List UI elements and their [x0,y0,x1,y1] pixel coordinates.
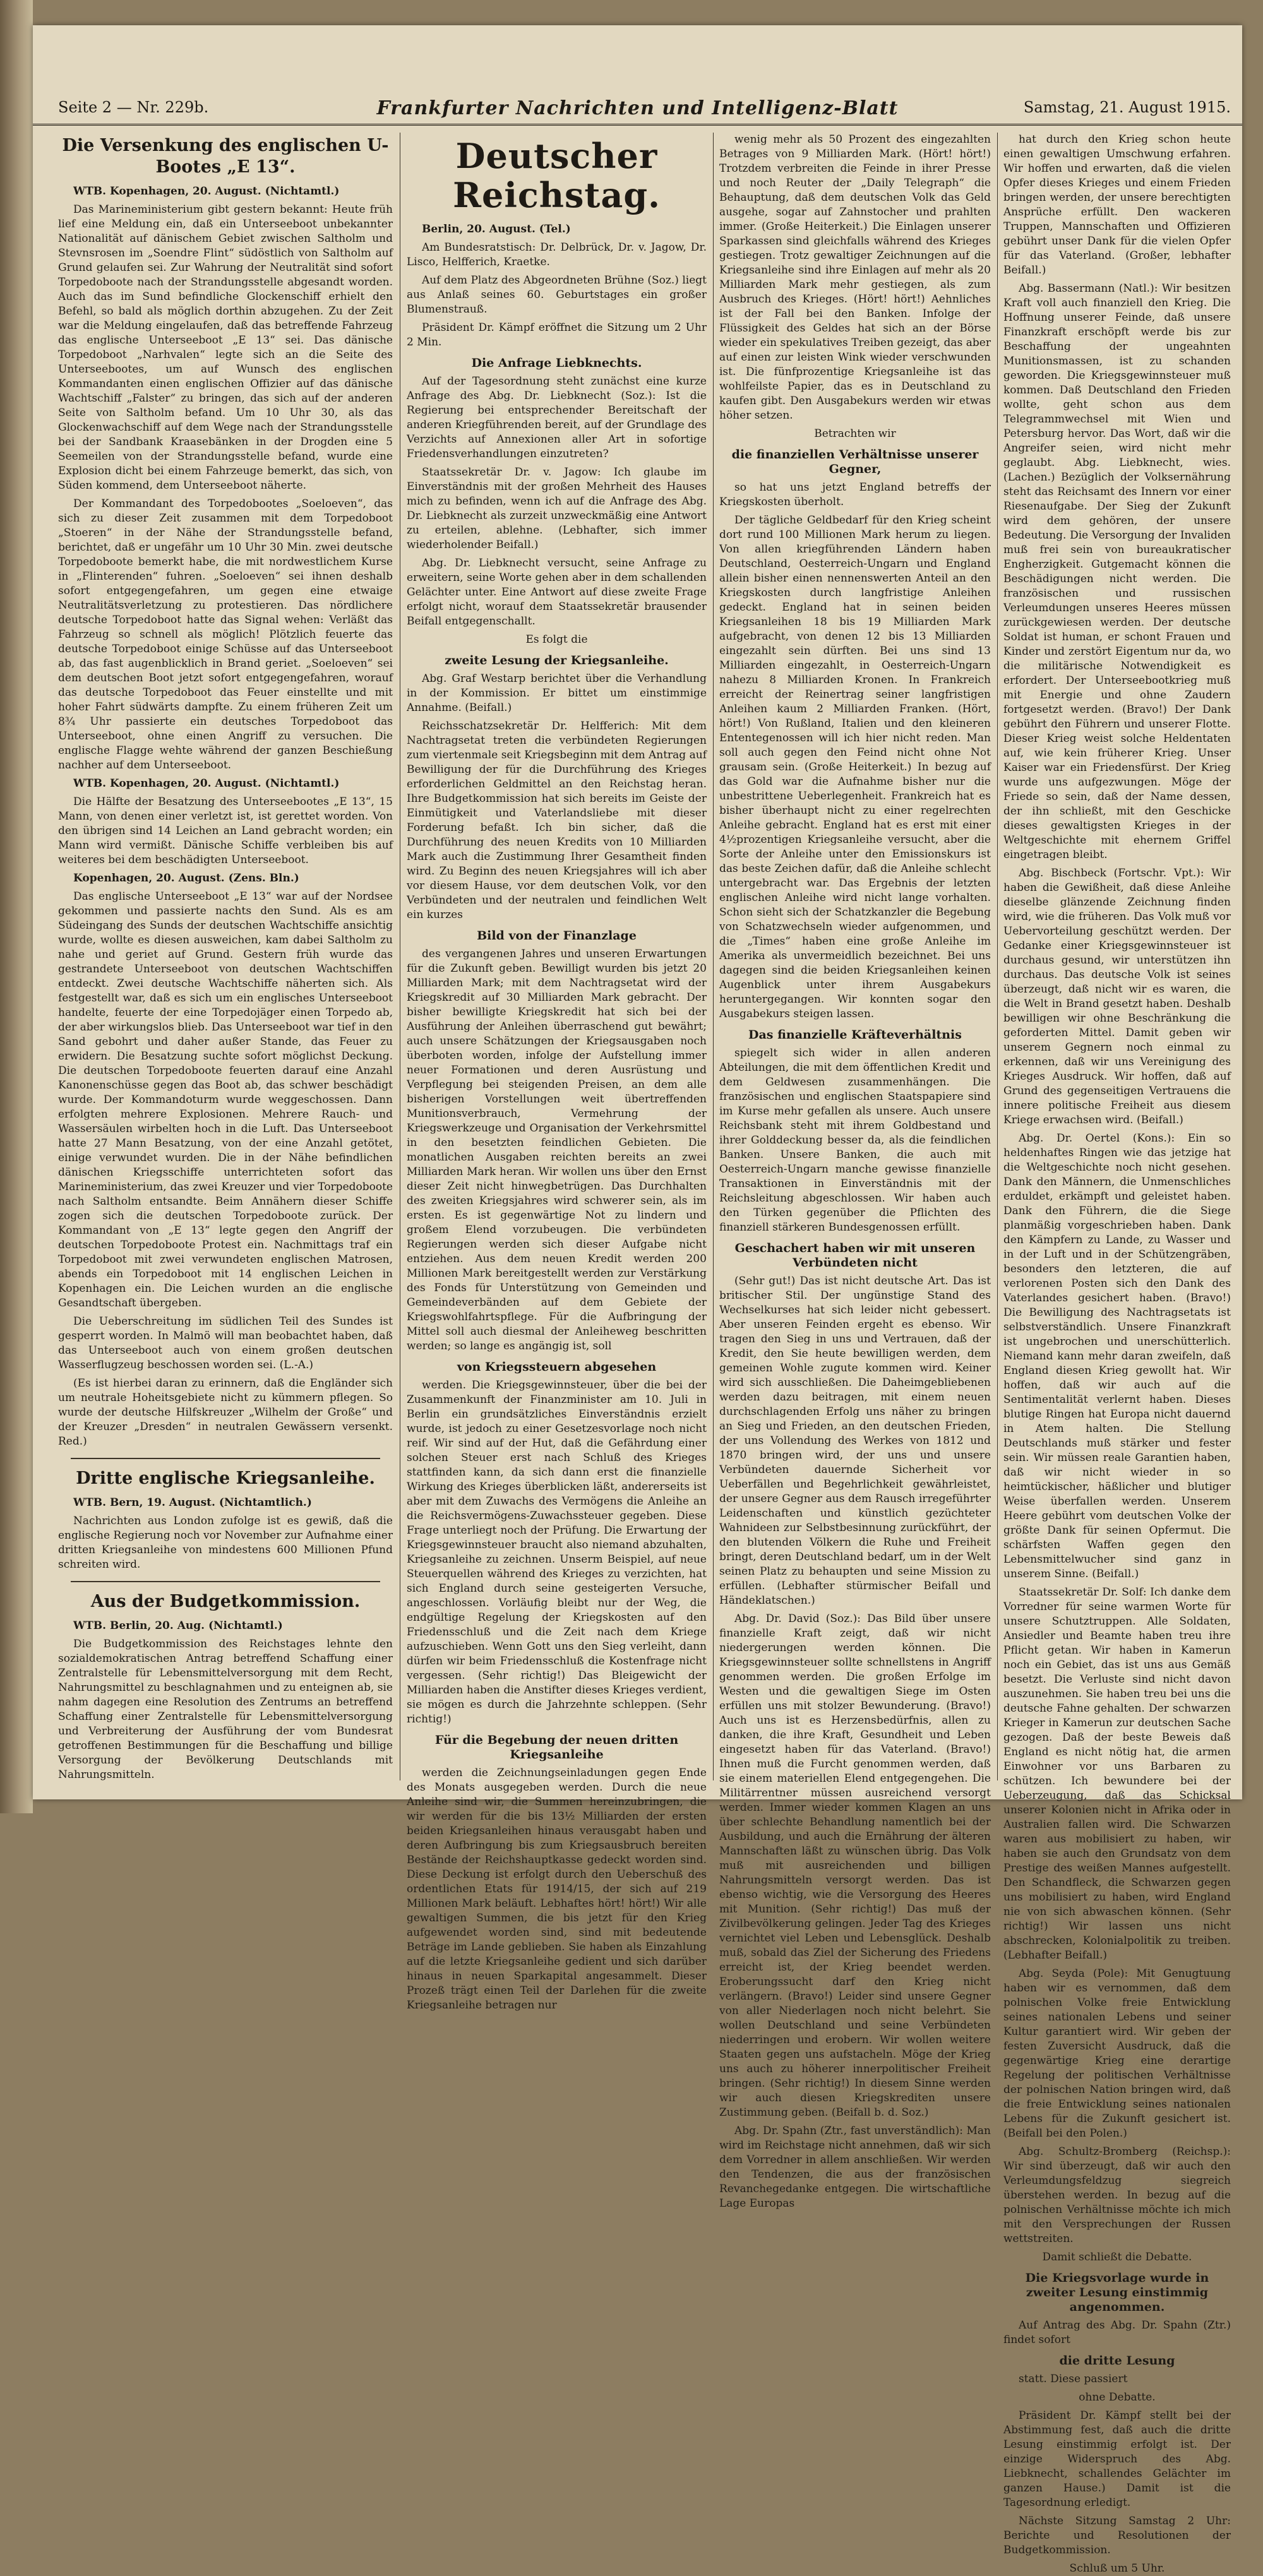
article-paragraph: hat durch den Krieg schon heute einen gewaltigen Umschwung erfahren. Wir hoffen und erwarten, daß die vielen Opfer dieses Krieges und einem Frieden bringen werden, der unsere berechtigten Ansprüche erfüllt. Den wackeren Truppen, Mannschaften und Offizieren gebührt unser Dank für die vielen Opfer für das Vaterland. (Großer, lebhafter Beifall.) [1003,133,1231,277]
article-paragraph: Abg. Schultz-Bromberg (Reichsp.): Wir sind überzeugt, daß wir auch den Verleumdungsfeldzug siegreich überstehen werden. In bezug auf die polnischen Verhältnisse möchte ich mich mit den Versprechungen der Russen wettstreiten. [1003,2145,1231,2245]
page-number: Seite 2 — Nr. 229b. [58,98,209,116]
subheadline: von Kriegssteuern abgesehen [457,1360,657,1374]
subheadline: Für die Begebung der neuen dritten Kriegsanleihe [434,1733,679,1762]
article-paragraph: Abg. Dr. Liebknecht versucht, seine Anfrage zu erweitern, seine Worte gehen aber in dem schallenden Gelächter unter. Eine Antwort auf diese zweite Frage erfolgt nicht, worauf dem Staatssekretär brausender Beifall entgegenschallt. [407,557,707,628]
article-paragraph: Präsident Dr. Kämpf eröffnet die Sitzung um 2 Uhr 2 Min. [407,321,707,349]
column-rule [713,133,714,1780]
article-paragraph: Nachrichten aus London zufolge ist es gewiß, daß die englische Regierung noch vor November zur Aufnahme einer dritten Kriegsanleihe von mindestens 600 Millionen Pfund schreiten wird. [58,1515,393,1571]
subheadline: Bild von der Finanzlage [477,929,637,943]
article-paragraph: Die Hälfte der Besatzung des Unterseebootes „E 13“, 15 Mann, von denen einer verletzt ist, ist gerettet worden. Von den übrigen sind 14 Leichen an Land gebracht worden; ein Mann wird vermißt. Dänische Schiffe verbleiben bis auf weiteres bei dem beschädigten Unterseeboot. [58,796,393,866]
article-paragraph: wenig mehr als 50 Prozent des eingezahlten Betrages von 9 Milliarden Mark. (Hört! hört!) Trotzdem verbreiten die Feinde in ihrer Presse und noch Reuter der „Daily Telegraph“ die Behauptung, daß dem deutschen Volk das Geld ausgehe, sogar auf Zahnstocher und prahlten immer. (Große Heiterkeit.) Die Einlagen unserer Sparkassen sind gleichfalls während des Krieges gestiegen. Trotz gewaltiger Zeichnungen auf die Kriegsanleihe sind ihre Einlagen auf mehr als 20 Milliarden Mark mehr gestiegen, als zum Ausbruch des Krieges. (Hört! hört!) Aehnliches ist der Fall bei den Banken. Infolge der Flüssigkeit des Geldes hat sich an der Börse wieder ein spekulatives Treiben gezeigt, das aber auf einen zur leisten Wink wieder verschwunden ist. Die fünfprozentige Kriegsanleihe ist das wohlfeilste Papier, das es in Deutschland zu kaufen gibt. Den Ausgabekurs werden wir etwas höher setzen. [719,133,991,422]
article-paragraph: Es folgt die [525,633,588,646]
column-rule [997,133,998,1780]
article-paragraph: Damit schließt die Debatte. [1042,2251,1192,2263]
dateline: Berlin, 20. August. (Tel.) [422,223,571,236]
subheadline: Geschachert haben wir mit unseren Verbündeten nicht [734,1241,976,1270]
page-edge [0,0,33,1813]
headline-kriegsanleihe-england: Dritte englische Kriegsanleihe. [76,1469,375,1488]
article-paragraph: Die Ueberschreitung im südlichen Teil des Sundes ist gesperrt worden. In Malmö will man beobachtet haben, daß das Unterseeboot auch von einem großen deutschen Wasserflugzeug beschossen worden sei. (L.-A.) [58,1315,393,1371]
article-paragraph: Staatssekretär Dr. v. Jagow: Ich glaube im Einverständnis mit der großen Mehrheit des Hauses mich zu befinden, wenn ich auf die Anfrage des Abg. Dr. Liebknecht als zurzeit unzweckmäßig eine Antwort zu erteilen, ablehne. (Lebhafter, sich immer wiederholender Beifall.) [407,466,707,551]
article-paragraph: Abg. Seyda (Pole): Mit Genugtuung haben wir es vernommen, daß dem polnischen Volke freie Entwicklung seines nationalen Lebens und seiner Kultur garantiert wird. Wir geben der festen Zuversicht Ausdruck, daß die gegenwärtige Krieg eine derartige Regelung der politischen Verhältnisse der polnischen Nation bringen wird, daß die freie Entwicklung seines nationalen Lebens für die Zukunft gesichert ist. (Beifall bei den Polen.) [1003,1967,1231,2140]
article-paragraph: Reichsschatzsekretär Dr. Helfferich: Mit dem Nachtragsetat treten die verbündeten Regierungen zum viertenmale seit Kriegsbeginn mit dem Antrag auf Bewilligung der für die Durchführung des Krieges erforderlichen Geldmittel an den Reichstag heran. Ihre Budgetkommission hat sich bereits im Geiste der Einmütigkeit und Vaterlandsliebe mit dieser Forderung befaßt. Ich bin sicher, daß die Durchführung des neuen Kredits von 10 Milliarden Mark auch die Zustimmung Ihrer Gesamtheit finden wird. Zu Beginn des neuen Kriegsjahres will ich aber vor diesem Hause, vor dem deutschen Volk, vor den Verbündeten und der neutralen und feindlichen Welt ein kurzes [407,720,707,921]
article-paragraph: Abg. Dr. Oertel (Kons.): Ein so heldenhaftes Ringen wie das jetzige hat die Weltgeschichte noch nicht gesehen. Dank den Männern, die Unmenschliches erduldet, erkämpft und geleistet haben. Dank den Führern, die die Siege planmäßig vorgeschrieben haben. Dank den Kämpfern zu Lande, zu Wasser und in der Luft und in der Schützengräben, besonders den letzteren, die auf verlorenen Posten sich den Dank des Vaterlandes gesichert haben. (Bravo!) Die Bewilligung des Nachtragsetats ist selbstverständlich. Unsere Finanzkraft ist ungebrochen und unerschütterlich. Niemand kann mehr daran zweifeln, daß England diesen Krieg gewollt hat. Wir hoffen, daß wir auch auf die Sentimentalität verlernt haben. Dieses blutige Ringen hat Europa nicht dauernd in Atem halten. Die Stellung Deutschlands muß stärker und fester sein. Wir müssen reale Garantien haben, daß wir nicht wieder in so heimtückischer, häßlicher und blutiger Weise überfallen werden. Unserem Heere gebührt vom deutschen Volke der größte Dank für seinen Opfermut. Die schärfsten Waffen gegen den Lebensmittelwucher sind ganz in unserem Sinne. (Beifall.) [1003,1132,1231,1580]
article-paragraph: Nächste Sitzung Samstag 2 Uhr: Berichte und Resolutionen der Budgetkommission. [1003,2515,1231,2556]
article-paragraph: Auf dem Platz des Abgeordneten Brühne (Soz.) liegt aus Anlaß seines 60. Geburtstages ein großer Blumenstrauß. [407,274,707,316]
article-paragraph: Am Bundesratstisch: Dr. Delbrück, Dr. v. Jagow, Dr. Lisco, Helfferich, Kraetke. [407,241,707,268]
article-paragraph: Auf der Tagesordnung steht zunächst eine kurze Anfrage des Abg. Dr. Liebknecht (Soz.): Ist die Regierung bei entsprechender Bereitschaft der anderen Kriegführenden bereit, auf der Grundlage des Verzichts auf Annexionen aller Art in sofortige Friedensverhandlungen einzutreten? [407,375,707,460]
article-paragraph: so hat uns jetzt England betreffs der Kriegskosten überholt. [719,481,991,508]
article-paragraph: Der tägliche Geldbedarf für den Krieg scheint dort rund 100 Millionen Mark herum zu liegen. Von allen kriegführenden Ländern haben Deutschland, Oesterreich-Ungarn und England allein bisher einen nennenswerten Anteil an den Kriegskosten durch langfristige Anleihen gedeckt. England hat in seinen beiden Kriegsanleihen 18 bis 19 Milliarden Mark aufgebracht, von denen 12 bis 13 Milliarden eingezahlt sein dürften. Bei uns sind 13 Milliarden eingezahlt, in Oesterreich-Ungarn nahezu 8 Milliarden Kronen. In Frankreich erreicht der Reinertrag seiner langfristigen Anleihen kaum 2 Milliarden Franken. (Hört, hört!) Von Rußland, Italien und den kleineren Ententegenossen will ich hier nicht reden. Man soll auch gegen den Feind nicht ohne Not grausam sein. (Große Heiterkeit.) In bezug auf das Gold war die Aufnahme bisher nur die unbestrittene Ueberlegenheit. Frankreich hat es bisher überhaupt nicht zu einer regelrechten Anleihe gebracht. England hat es erst mit einer 4½prozentigen Kriegsanleihe versucht, aber die Sorte der Anleihe unter den Emissionskurs ist das beste Zeichen dafür, daß die Anleihe schlecht untergebracht war. Das Ergebnis der letzten englischen Anleihe wird nicht lange vorhalten. Schon sieht sich der Schatzkanzler die Begebung von Schatzwechseln wieder aufgenommen, und die „Times“ haben eine große Anleihe im Amerika als unvermeidlich bezeichnet. Bei uns dagegen sind die beiden Kriegsanleihen keinen Augenblick unter ihrem Ausgabekurs heruntergegangen. Wir konnten sogar den Ausgabekurs steigen lassen. [719,514,991,1020]
column-2 [407,133,707,2012]
article-paragraph: spiegelt sich wider in allen anderen Abteilungen, die mit dem öffentlichen Kredit und dem Geldwesen zusammenhängen. Die französischen und englischen Staatspapiere sind im Kurse mehr gefallen als unsere. Auch unsere Reichsbank steht mit ihrem Goldbestand und ihrer Golddeckung besser da, als die feindlichen Banken. Unsere Banken, die auch mit Oesterreich-Ungarn manche gewisse finanzielle Transaktionen in Einverständnis mit der Reichsleitung abgeschlossen. Wir haben auch den Türken gegenüber die Pflichten des finanziell stärkeren Bundesgenossen erfüllt. [719,1047,991,1234]
subheadline: die dritte Lesung [1059,2354,1175,2368]
separator [71,1458,380,1459]
subheadline: Die Anfrage Liebknechts. [471,356,642,370]
dateline: WTB. Bern, 19. August. (Nichtamtlich.) [73,1496,312,1509]
separator [71,1581,380,1582]
headline-reichstag: Deutscher Reichstag. [453,136,661,215]
article-paragraph: Die Budgetkommission des Reichstages lehnte den sozialdemokratischen Antrag betreffend Schaffung einer Zentralstelle für Lebensmittelversorgung mit dem Recht, Nahrungsmittel zu beschlagnahmen und zu enteignen ab, sie nahm dagegen eine Resolution des Zentrums an betreffend Schaffung einer Zentralstelle für Lebensmittelversorgung und Verbreiterung der Ausführung der vom Bundesrat getroffenen Bestimmungen für die Beschaffung und billige Versorgung der Bevölkerung Deutschlands mit Nahrungsmitteln. [58,1638,393,1781]
subheadline: die finanziellen Verhältnisse unserer Gegner, [731,448,979,476]
dateline: WTB. Kopenhagen, 20. August. (Nichtamtl.) [73,777,340,790]
dateline: Kopenhagen, 20. August. (Zens. Bln.) [73,872,299,885]
issue-date: Samstag, 21. August 1915. [1023,98,1231,116]
newspaper-title: Frankfurter Nachrichten und Intelligenz-Blatt [376,97,899,119]
article-paragraph: Der Kommandant des Torpedobootes „Soeloeven“, das sich zu dieser Zeit zusammen mit dem Torpedoboot „Stoeren“ in der Nähe der Strandungsstelle befand, berichtet, daß er ungefähr um 10 Uhr 30 Min. zwei deutsche Torpedoboote bemerkt habe, die mit nordwestlichem Kurse in „Flinterenden“ fuhren. „Soeloeven“ sei ihnen deshalb sofort entgegengefahren, um gegen eine etwaige Neutralitätsverletzung zu protestieren. Das nördlichere deutsche Torpedoboot hatte das Signal wehen: Verläßt das Fahrzeug so schnell als möglich! Plötzlich feuerte das deutsche Torpedoboot einige Schüsse auf das Unterseeboot ab, das fast augenblicklich in Brand geriet. „Soeloeven“ sei dem deutschen Boot jetzt sofort entgegengefahren, worauf das deutsche Torpedoboot das Feuer einstellte und mit hoher Fahrt südwärts dampfte. Zu einem früheren Zeit um 8¾ Uhr passierte ein deutsches Torpedoboot das Unterseeboot, ohne einen Angriff zu versuchen. Die englische Flagge wehte während der ganzen Beschießung nachher auf dem Unterseeboot. [58,498,393,772]
article-paragraph: (Es ist hierbei daran zu erinnern, daß die Engländer sich um neutrale Hoheitsgebiete nicht zu kümmern pflegen. So wurde der deutsche Hilfskreuzer „Wilhelm der Große“ und der Kreuzer „Dresden“ in neutralen Gewässern versenkt. Red.) [58,1377,393,1448]
subheadline: Die Kriegsvorlage wurde in zweiter Lesung einstimmig angenommen. [1025,2271,1209,2314]
article-paragraph: ohne Debatte. [1079,2391,1156,2404]
subheadline: Das finanzielle Kräfteverhältnis [748,1028,962,1042]
article-paragraph: Betrachten wir [814,427,896,440]
column-1 [58,133,393,1780]
article-paragraph: Abg. Dr. Spahn (Ztr., fast unverständlich): Man wird im Reichstage nicht annehmen, daß wir sich dem Vorredner in allem anschließen. Wir werden den Tendenzen, die aus der französischen Revanchegedanke entgegen. Die wirtschaftliche Lage Europas [719,2125,991,2210]
subheadline: zweite Lesung der Kriegsanleihe. [445,653,669,667]
dateline: WTB. Berlin, 20. Aug. (Nichtamtl.) [73,1619,283,1632]
article-paragraph: werden. Die Kriegsgewinnsteuer, über die bei der Zusammenkunft der Finanzminister am 10. Juli in Berlin ein grundsätzliches Einverständnis erzielt wurde, ist jedoch zu einer Gesetzesvorlage noch nicht reif. Wir sind auf der Hut, daß die Gefährdung einer solchen Steuer erst nach Schluß des Krieges stattfinden kann, da sich dann erst die finanzielle Wirkung des Krieges überblicken läßt, andererseits ist aber mit dem Zuwachs des Vermögens die Anleihe an die Reichsvermögens-Zuwachssteuer gegeben. Diese Frage unterliegt noch der Prüfung. Die Erwartung der Kriegsgewinnsteuer braucht also niemand abzuhalten, Kriegsanleihe zu zeichnen. Unserm Beispiel, auf neue Steuerquellen während des Krieges zu verzichten, hat sich England durch seine gesteigerten Versuche, angeschlossen. Vorläufig bleibt nur der Weg, die endgültige Regelung der Kriegskosten auf den Friedensschluß und die Zeit nach dem Kriege aufzuschieben. Wenn Gott uns den Sieg verleiht, dann dürfen wir beim Friedensschluß die Kostenfrage nicht vergessen. (Sehr richtig!) Das Bleigewicht der Milliarden haben die Anstifter dieses Krieges verdient, sie mögen es durch die Jahrzehnte schleppen. (Sehr richtig!) [407,1379,707,1726]
article-paragraph: Präsident Dr. Kämpf stellt bei der Abstimmung fest, daß auch die dritte Lesung einstimmig erfolgt ist. Der einzige Widerspruch des Abg. Liebknecht, schallendes Gelächter im ganzen Hause.) Damit ist die Tagesordnung erledigt. [1003,2409,1231,2509]
article-paragraph: Das englische Unterseeboot „E 13“ war auf der Nordsee gekommen und passierte nachts den Sund. Als es am Südeingang des Sunds der deutschen Wachtschiffe ansichtig wurde, wollte es diesen ausweichen, kam dabei Saltholm zu nahe und geriet auf Grund. Gestern früh wurde das gestrandete Unterseeboot von deutschen Wachtschiffen entdeckt. Zwei deutsche Wachtschiffe näherten sich. Als festgestellt war, daß es sich um ein englisches Unterseeboot handelte, feuerte der eine Torpedojäger einen Torpedo ab, der aber wirkungslos blieb. Das Unterseeboot war tief in den Sand gebohrt und daher außer Stande, das Feuer zu erwidern. Die Besatzung suchte sofort möglichst Deckung. Die deutschen Torpedoboote feuerten darauf eine Anzahl Kanonenschüsse gegen das Boot ab, das schwer beschädigt wurde. Der Kommandoturm wurde weggeschossen. Dann erfolgten mehrere Explosionen. Mehrere Rauch- und Wassersäulen wirbelten hoch in die Luft. Das Unterseeboot hatte 27 Mann Besatzung, von der eine Anzahl getötet, einige verwundet wurden. Die in der Nähe befindlichen dänischen Kriegsschiffe unterrichteten sofort das Marineministerium, das zwei Kreuzer und vier Torpedoboote nach Saltholm entsandte. Beim Annähern dieser Schiffe zogen sich die deutschen Torpedoboote zurück. Der Kommandant von „E 13“ legte gegen den Angriff der deutschen Torpedoboote Protest ein. Nachmittags traf ein Torpedoboot mit zwei verwundeten englischen Matrosen, abends ein Torpedoboot mit 14 englischen Leichen in Kopenhagen ein. Die Leichen wurden an die englische Gesandtschaft übergeben. [58,890,393,1309]
article-paragraph: des vergangenen Jahres und unseren Erwartungen für die Zukunft geben. Bewilligt wurden bis jetzt 20 Milliarden Mark; mit dem Nachtragsetat wird der Kriegskredit auf 30 Milliarden Mark gebracht. Der bisher bewilligte Kriegskredit hat sich bei der Ausführung der Anleihen überraschend gut bewährt; auch unsere Schätzungen der Kriegsausgaben noch überboten worden, infolge der Aufstellung immer neuer Formationen und deren Ausrüstung und Verpflegung bei steigenden Preisen, an dem alle bisherigen Vorstellungen weit übertreffenden Munitionsverbrauch, Vermehrung der Kriegswerkzeuge und Organisation der Verkehrsmittel in den besetzten feindlichen Gebieten. Die monatlichen Ausgaben reichten bereits an zwei Milliarden Mark heran. Wir wollen uns über den Ernst dieser Zeit nicht hinwegbetrügen. Das Durchhalten des zweiten Kriegsjahres wird schwerer sein, als im ersten. Es ist gegenwärtige Not zu lindern und großem Elend vorzubeugen. Die verbündeten Regierungen werden sich dieser Aufgabe nicht entziehen. Aus dem neuen Kredit werden 200 Millionen Mark bereitgestellt werden zur Verstärkung des Fonds für Unterstützung von Gemeinden und Gemeindeverbänden auf dem Gebiete der Kriegswohlfahrtspflege. Für die Aufbringung der Mittel soll auch diesmal der Anleiheweg beschritten werden; so lange es angängig ist, soll [407,948,707,1352]
article-paragraph: Schluß um 5 Uhr. [1069,2562,1165,2575]
newspaper-page [33,25,1242,2575]
dateline: WTB. Kopenhagen, 20. August. (Nichtamtl.) [73,185,340,198]
article-paragraph: statt. Diese passiert [1019,2373,1128,2385]
article-paragraph: Abg. Bischbeck (Fortschr. Vpt.): Wir haben die Gewißheit, daß diese Anleihe dieselbe glänzende Zeichnung finden wird, wie die früheren. Das Volk muß vor Uebervorteilung geschützt werden. Der Gedanke einer Kriegsgewinnsteuer ist durchaus gesund, wir unterstützen ihn durchaus. Das deutsche Volk ist seines überzeugt, daß nicht wir es waren, die die Welt in Brand gesetzt haben. Deshalb bewilligen wir ohne Beschränkung die geforderten Mittel. Damit geben wir unserem Gegnern noch einmal zu erkennen, daß wir uns Vereinigung des Krieges Ausdruck. Wir hoffen, daß auf Grund des gegenseitigen Vertrauens die innere politische Freiheit aus diesem Kriege erwachsen wird. (Beifall.) [1003,867,1231,1126]
masthead [33,95,1242,126]
article-paragraph: Staatssekretär Dr. Solf: Ich danke dem Vorredner für seine warmen Worte für unsere Schutztruppen. Alle Soldaten, Ansiedler und Beamte haben treu ihre Pflicht getan. Wir haben in Kamerun noch ein Gebiet, das ist uns aus Gemäß besetzt. Die Verluste sind nicht davon auszunehmen. Sie haben treu bei uns die deutsche Fahne gehalten. Der schwarzen Krieger in Kamerun zur deutschen Sache gezogen. Daß der beste Beweis daß England es nicht nötig hat, die armen Einwohner vor uns Barbaren zu schützen. Ich bewundere bei der Ueberzeugung, daß das Schicksal unserer Kolonien nicht in Afrika oder in Australien fallen wird. Die Schwarzen waren aus mobilisiert zu haben, wir haben sie auch den Grundsatz von dem Prestige des weißen Mannes aufgestellt. Den Schandfleck, die Schwarzen gegen uns mobilisiert zu haben, wird England nie von sich abwaschen können. (Sehr richtig!) Wir lassen uns nicht abschrecken, Kolonialpolitik zu treiben. (Lebhafter Beifall.) [1003,1586,1231,1962]
headline-budgetkommission: Aus der Budgetkommission. [90,1592,361,1611]
article-paragraph: Abg. Dr. David (Soz.): Das Bild über unsere finanzielle Kraft zeigt, daß wir nicht niedergerungen werden können. Die Kriegsgewinnsteuer sollte schnellstens in Angriff genommen werden. Die großen Erfolge im Westen und die gewaltigen Siege im Osten erfüllen uns mit stolzer Bewunderung. (Bravo!) Auch uns ist es Herzensbedürfnis, allen zu danken, die ihre Kraft, Gesundheit und Leben eingesetzt haben für das Vaterland. (Bravo!) Ihnen muß die Furcht genommen werden, daß sie einem materiellen Elend entgegengehen. Die Militärrentner müssen ausreichend versorgt werden. Immer wieder kommen Klagen an uns über schlechte Behandlung namentlich bei der Ausbildung, und auch die Ernährung der älteren Mannschaften läßt zu wünschen übrig. Das Volk muß mit ausreichenden und billigen Nahrungsmitteln versorgt werden. Das ist ebenso wichtig, wie die Versorgung des Heeres mit Munition. (Sehr richtig!) Das muß der Zivilbevölkerung gelingen. Jeder Tag des Krieges vernichtet viel Leben und Lebensglück. Deshalb muß, sobald das Ziel der Sicherung des Friedens erreicht ist, der Krieg beendet werden. Eroberungssucht darf den Krieg nicht verlängern. (Bravo!) Leider sind unsere Gegner von aller Niederlagen noch nicht belehrt. Sie wollen Deutschland und seine Verbündeten niederringen und erobern. Wir wollen weitere Staaten gegen uns aufstacheln. Möge der Krieg uns auch zu höherer innerpolitischer Freiheit bringen. (Sehr richtig!) In diesem Sinne werden wir auch diesen Kriegskrediten unsere Zustimmung geben. (Beifall b. d. Soz.) [719,1613,991,2119]
article-paragraph: Abg. Bassermann (Natl.): Wir besitzen Kraft voll auch finanziell den Krieg. Die Hoffnung unserer Feinde, daß unsere Finanzkraft erschöpft werde bis zur Beschaffung der ungeahnten Munitionsmassen, ist zu schanden geworden. Die Kriegsgewinnsteuer muß kommen. Daß Deutschland den Frieden wollte, geht schon aus dem Telegrammwechsel mit Wien und Petersburg hervor. Das Wort, daß wir die Angreifer seien, wird nicht mehr geglaubt. Abg. Liebknecht, wies. (Lachen.) Bezüglich der Volksernährung steht das Reichsamt des Innern vor einer Riesenaufgabe. Der Sieg der Zukunft wird dem gehören, der unsere Bedeutung. Die Versorgung der Invaliden muß frei sein von bureaukratischer Engherzigkeit. Gutgemacht können die Beschädigungen nicht werden. Die französischen und russischen Verleumdungen unseres Heeres müssen zurückgewiesen werden. Der deutsche Soldat ist human, er schont Frauen und Kinder und zerstört Eigentum nur da, wo die militärische Notwendigkeit es erfordert. Der Unterseebootkrieg muß mit Energie und ohne Zaudern fortgesetzt werden. (Bravo!) Der Dank gebührt den Führern und unserer Flotte. Dieser Krieg weist solche Heldentaten auf, wie kein früherer Krieg. Unser Kaiser war ein Friedensfürst. Der Krieg wurde uns aufgezwungen. Möge der Friede so sein, daß der Name dessen, der ihn schließt, mit den Geschicke dieses gewaltigsten Krieges in der Weltgeschichte mit ehernem Griffel eingetragen bleibt. [1003,282,1231,861]
article-paragraph: Das Marineministerium gibt gestern bekannt: Heute früh lief eine Meldung ein, daß ein Unterseeboot unbekannter Nationalität auf dänischem Gebiet zwischen Saltholm und Stevnsrosen im „Soendre Flint“ südöstlich von Saltholm auf Grund gelaufen sei. Zur Wahrung der Neutralität sind sofort Torpedoboote nach der Strandungsstelle abgesandt worden. Auch das im Sund befindliche Glockenschiff erhielt den Befehl, so bald als möglich dorthin abzugehen. Zu der Zeit war die Meldung eingelaufen, daß das betreffende Fahrzeug das englische Unterseeboot „E 13“ sei. Das dänische Torpedoboot „Narhvalen“ legte sich an die Seite des Unterseebootes, um auf Wunsch des englischen Kommandanten einen englischen Offizier auf das dänische Wachtschiff „Falster“ zu bringen, das sich auf der anderen Seite von Saltholm befand. Um 10 Uhr 30, als das Glockenwachschiff auf dem Wege nach der Strandungsstelle bei der Sandbank Kraasebänken in der Drogden eine 5 Seemeilen von der Strandungsstelle befand, wurde eine Explosion dicht bei einem Fahrzeuge bemerkt, das sich, von Süden kommend, dem Unterseeboot näherte. [58,203,393,492]
article-paragraph: Abg. Graf Westarp berichtet über die Verhandlung in der Kommission. Er bittet um einstimmige Annahme. (Beifall.) [407,672,707,714]
article-paragraph: Auf Antrag des Abg. Dr. Spahn (Ztr.) findet sofort [1003,2319,1231,2346]
headline-uboot: Die Versenkung des englischen U-Bootes „E 13“. [62,136,389,177]
article-paragraph: (Sehr gut!) Das ist nicht deutsche Art. Das ist britischer Stil. Der ungünstige Stand des Wechselkurses hat sich leider nicht gebessert. Aber unseren Feinden ergeht es ebenso. Wir tragen den Sieg in uns und Vertrauen, daß der Kredit, den Sie heute bewilligen werden, dem gemeinen Wohle zugute kommen wird. Keiner wird sich ausschließen. Die Daheimgebliebenen werden dazu beitragen, mit einem neuen durchschlagenden Erfolg uns näher zu bringen an Sieg und Frieden, an den deutschen Frieden, der uns Vollendung des Werkes von 1812 und 1870 bringen wird, der uns und unsere Verbündeten dauernde Sicherheit vor Ueberfällen und Begehrlichkeit gewährleistet, der unsere Gegner aus dem Rausch irregeführter Leidenschaften und künstlich gezüchteter Wahnideen zur Selbstbesinnung zurückführt, der den blutenden Völkern die Ruhe und Freiheit bringt, deren Deutschland bedarf, um in der Welt seinen Platz zu behaupten und seine Mission zu erfüllen. (Lebhafter stürmischer Beifall und Händeklatschen.) [719,1275,991,1607]
column-4 [1003,133,1231,2575]
article-paragraph: werden die Zeichnungseinladungen gegen Ende des Monats ausgegeben werden. Durch die neue Anleihe sind wir, die Summen hereinzubringen, die wir werden für die bis 13½ Milliarden der ersten beiden Kriegsanleihen hinaus verausgabt haben und deren Aufbringung bis zum Kriegsausbruch bereiten Bestände der Reichshauptkasse gedeckt worden sind. Diese Deckung ist erfolgt durch den Ueberschuß des ordentlichen Etats für 1914/15, der sich auf 219 Millionen Mark beläuft. Lebhaftes hört! hört!) Wir alle gewaltigen Summen, die bis jetzt für den Krieg aufgewendet worden sind, sind mit bedeutende Beträge im Lande geblieben. Sie haben als Einzahlung auf die letzte Kriegsanleihe gedient und sich darüber hinaus in neuen Sparkapital angesammelt. Dieser Prozeß trägt einen Teil der Darlehen für die zweite Kriegsanleihe betragen nur [407,1767,707,2012]
column-3 [719,133,991,2210]
